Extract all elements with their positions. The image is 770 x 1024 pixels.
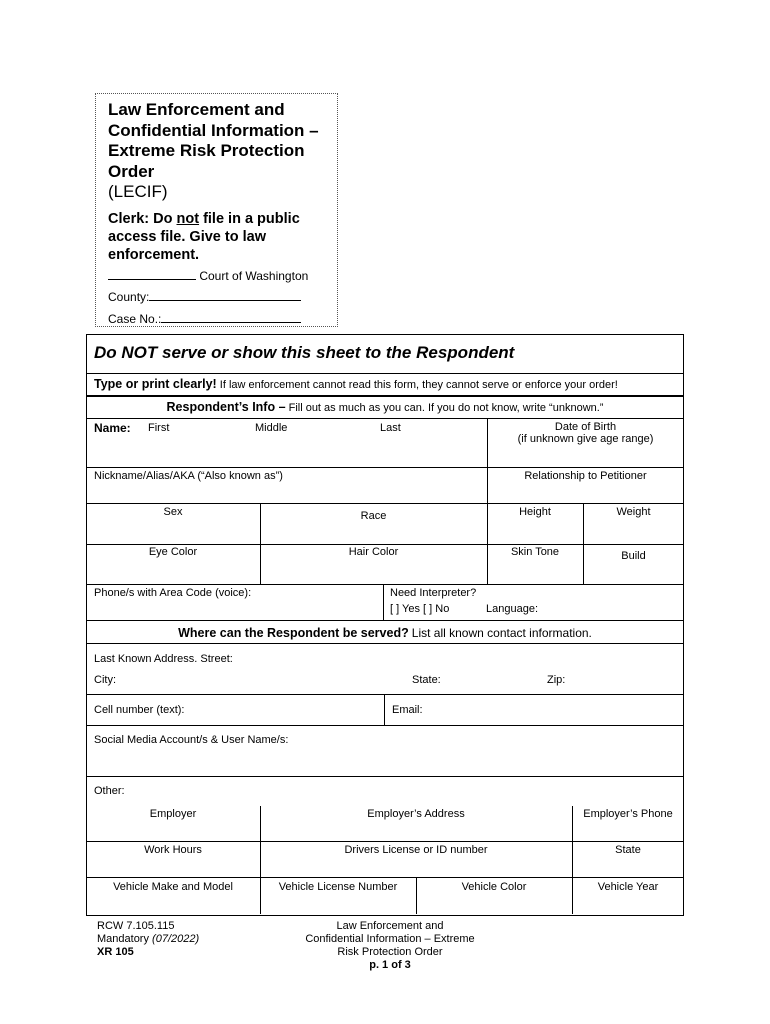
employer-phone-field[interactable]: Employer’s Phone [583, 808, 673, 820]
first-name-label: First [148, 422, 170, 434]
build-field[interactable]: Build [621, 550, 646, 562]
respondent-info-heading: Respondent’s Info – Fill out as much as you can. If you do not know, write “unknown.” [166, 400, 604, 414]
cell-field[interactable]: Cell number (text): [94, 704, 185, 716]
interpreter-checkbox[interactable]: [ ] Yes [ ] No [390, 603, 450, 615]
weight-field[interactable]: Weight [616, 506, 651, 518]
footer-left: RCW 7.105.115 Mandatory (07/2022) XR 105 [97, 920, 200, 958]
other-field[interactable]: Other: [94, 785, 125, 797]
email-field[interactable]: Email: [392, 704, 423, 716]
form-abbrev: (LECIF) [108, 182, 168, 201]
language-field[interactable]: Language: [486, 603, 538, 615]
city-field[interactable]: City: [94, 674, 116, 686]
relationship-field[interactable]: Relationship to Petitioner [524, 470, 647, 482]
address-field[interactable]: Last Known Address. Street: [94, 653, 233, 665]
sex-field[interactable]: Sex [163, 506, 183, 518]
court-line[interactable]: Court of Washington [108, 268, 308, 283]
eye-color-field[interactable]: Eye Color [148, 546, 198, 558]
last-name-label: Last [380, 422, 401, 434]
name-field[interactable]: Name: [94, 421, 131, 435]
vehicle-license-field[interactable]: Vehicle License Number [278, 881, 398, 893]
case-no-field[interactable]: Case No.: [108, 311, 301, 326]
license-state-field[interactable]: State [615, 844, 641, 856]
dob-field[interactable]: Date of Birth (if unknown give age range) [517, 421, 654, 445]
social-media-field[interactable]: Social Media Account/s & User Name/s: [94, 734, 289, 746]
clerk-instruction: Clerk: Do not file in a public access file. Give to law enforcement. [108, 211, 300, 263]
zip-field[interactable]: Zip: [547, 674, 566, 686]
state-field[interactable]: State: [412, 674, 441, 686]
drivers-license-field[interactable]: Drivers License or ID number [344, 844, 488, 856]
employer-address-field[interactable]: Employer’s Address [367, 808, 465, 820]
height-field[interactable]: Height [519, 506, 551, 518]
work-hours-field[interactable]: Work Hours [144, 844, 202, 856]
race-field[interactable]: Race [360, 510, 387, 522]
phone-field[interactable]: Phone/s with Area Code (voice): [94, 587, 252, 599]
served-heading: Where can the Respondent be served? List all known contact information. [178, 626, 592, 640]
interpreter-label: Need Interpreter? [390, 587, 477, 599]
employer-field[interactable]: Employer [149, 808, 197, 820]
page-number: p. 1 of 3 [369, 959, 411, 971]
vehicle-make-field[interactable]: Vehicle Make and Model [113, 881, 233, 893]
type-print-note: Type or print clearly! If law enforcement cannot read this form, they cannot serve or enforce your order! [94, 377, 618, 391]
form-title: Law Enforcement and Confidential Information – Extreme Risk Protection Order (LECIF) [108, 100, 319, 201]
middle-name-label: Middle [255, 422, 288, 434]
hair-color-field[interactable]: Hair Color [348, 546, 399, 558]
vehicle-color-field[interactable]: Vehicle Color [461, 881, 527, 893]
footer-center: Law Enforcement and Confidential Information – Extreme Risk Protection Order p. 1 of 3 [305, 920, 475, 971]
skin-tone-field[interactable]: Skin Tone [510, 546, 560, 558]
county-field[interactable]: County: [108, 289, 301, 304]
nickname-field[interactable]: Nickname/Alias/AKA (“Also known as”) [94, 470, 283, 482]
warning-heading: Do NOT serve or show this sheet to the Respondent [94, 343, 515, 362]
vehicle-year-field[interactable]: Vehicle Year [597, 881, 659, 893]
